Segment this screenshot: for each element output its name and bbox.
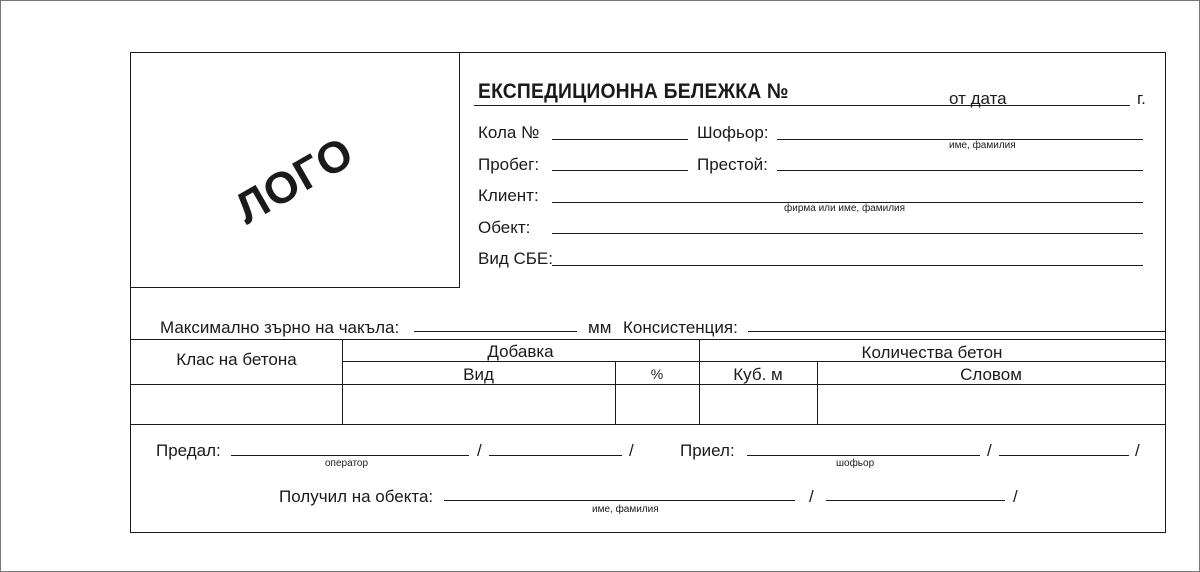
year-suffix: г. — [1137, 89, 1146, 108]
concrete-class-header: Клас на бетона — [176, 350, 297, 369]
quantities-header: Количества бетон — [861, 343, 1003, 362]
mileage-label: Пробег: — [478, 155, 540, 174]
site-received-label: Получил на обекта: — [279, 487, 434, 506]
logo-placeholder: ЛОГО — [227, 127, 363, 234]
delivery-note-form — [130, 52, 1166, 533]
slash: / — [629, 441, 634, 460]
slash: / — [987, 441, 992, 460]
table-top-border — [131, 339, 1165, 340]
car-number-label: Кола № — [478, 123, 540, 142]
concrete-class-cell[interactable] — [131, 385, 342, 423]
cubic-m-header: Куб. м — [733, 365, 783, 384]
additive-type-cell[interactable] — [343, 385, 615, 423]
type-label: Вид СБЕ: — [478, 249, 553, 268]
table-bottom-border — [131, 424, 1165, 425]
in-words-cell[interactable] — [818, 385, 1164, 423]
handed-label: Предал: — [156, 441, 221, 460]
consistency-field[interactable] — [748, 331, 1165, 332]
driver-hint: име, фамилия — [949, 140, 1016, 151]
slash: / — [1013, 487, 1018, 506]
handed-operator-field[interactable] — [231, 455, 469, 456]
date-label: от дата — [949, 89, 1007, 108]
handed-signature-field[interactable] — [489, 455, 622, 456]
driver-sign-hint: шофьор — [836, 458, 875, 469]
grain-unit: мм — [588, 318, 612, 337]
max-grain-field[interactable] — [414, 331, 577, 332]
consistency-label: Консистенция: — [623, 318, 738, 337]
percent-cell[interactable] — [616, 385, 699, 423]
site-received-name-field[interactable] — [444, 500, 795, 501]
additive-header: Добавка — [487, 342, 554, 361]
mileage-field[interactable] — [552, 170, 688, 171]
received-signature-field[interactable] — [999, 455, 1129, 456]
slash: / — [809, 487, 814, 506]
site-field[interactable] — [552, 233, 1143, 234]
received-driver-field[interactable] — [747, 455, 980, 456]
car-number-field[interactable] — [552, 139, 688, 140]
cubic-m-cell[interactable] — [700, 385, 817, 423]
downtime-field[interactable] — [777, 170, 1143, 171]
in-words-header: Словом — [960, 365, 1022, 384]
additive-type-header: Вид — [463, 365, 494, 384]
driver-label: Шофьор: — [697, 123, 769, 142]
max-grain-label: Максимално зърно на чакъла: — [160, 318, 400, 337]
slash: / — [1135, 441, 1140, 460]
site-label: Обект: — [478, 218, 531, 237]
downtime-label: Престой: — [697, 155, 768, 174]
percent-header: % — [650, 366, 664, 382]
client-label: Клиент: — [478, 186, 539, 205]
operator-hint: оператор — [325, 458, 369, 469]
slash: / — [477, 441, 482, 460]
form-title: ЕКСПЕДИЦИОННА БЕЛЕЖКА № — [478, 80, 789, 103]
received-label: Приел: — [680, 441, 735, 460]
type-field[interactable] — [552, 265, 1143, 266]
logo-box — [131, 53, 460, 288]
site-received-signature-field[interactable] — [826, 500, 1005, 501]
title-underline — [474, 105, 1130, 106]
client-hint: фирма или име, фамилия — [784, 203, 906, 214]
name-hint: име, фамилия — [592, 504, 659, 515]
